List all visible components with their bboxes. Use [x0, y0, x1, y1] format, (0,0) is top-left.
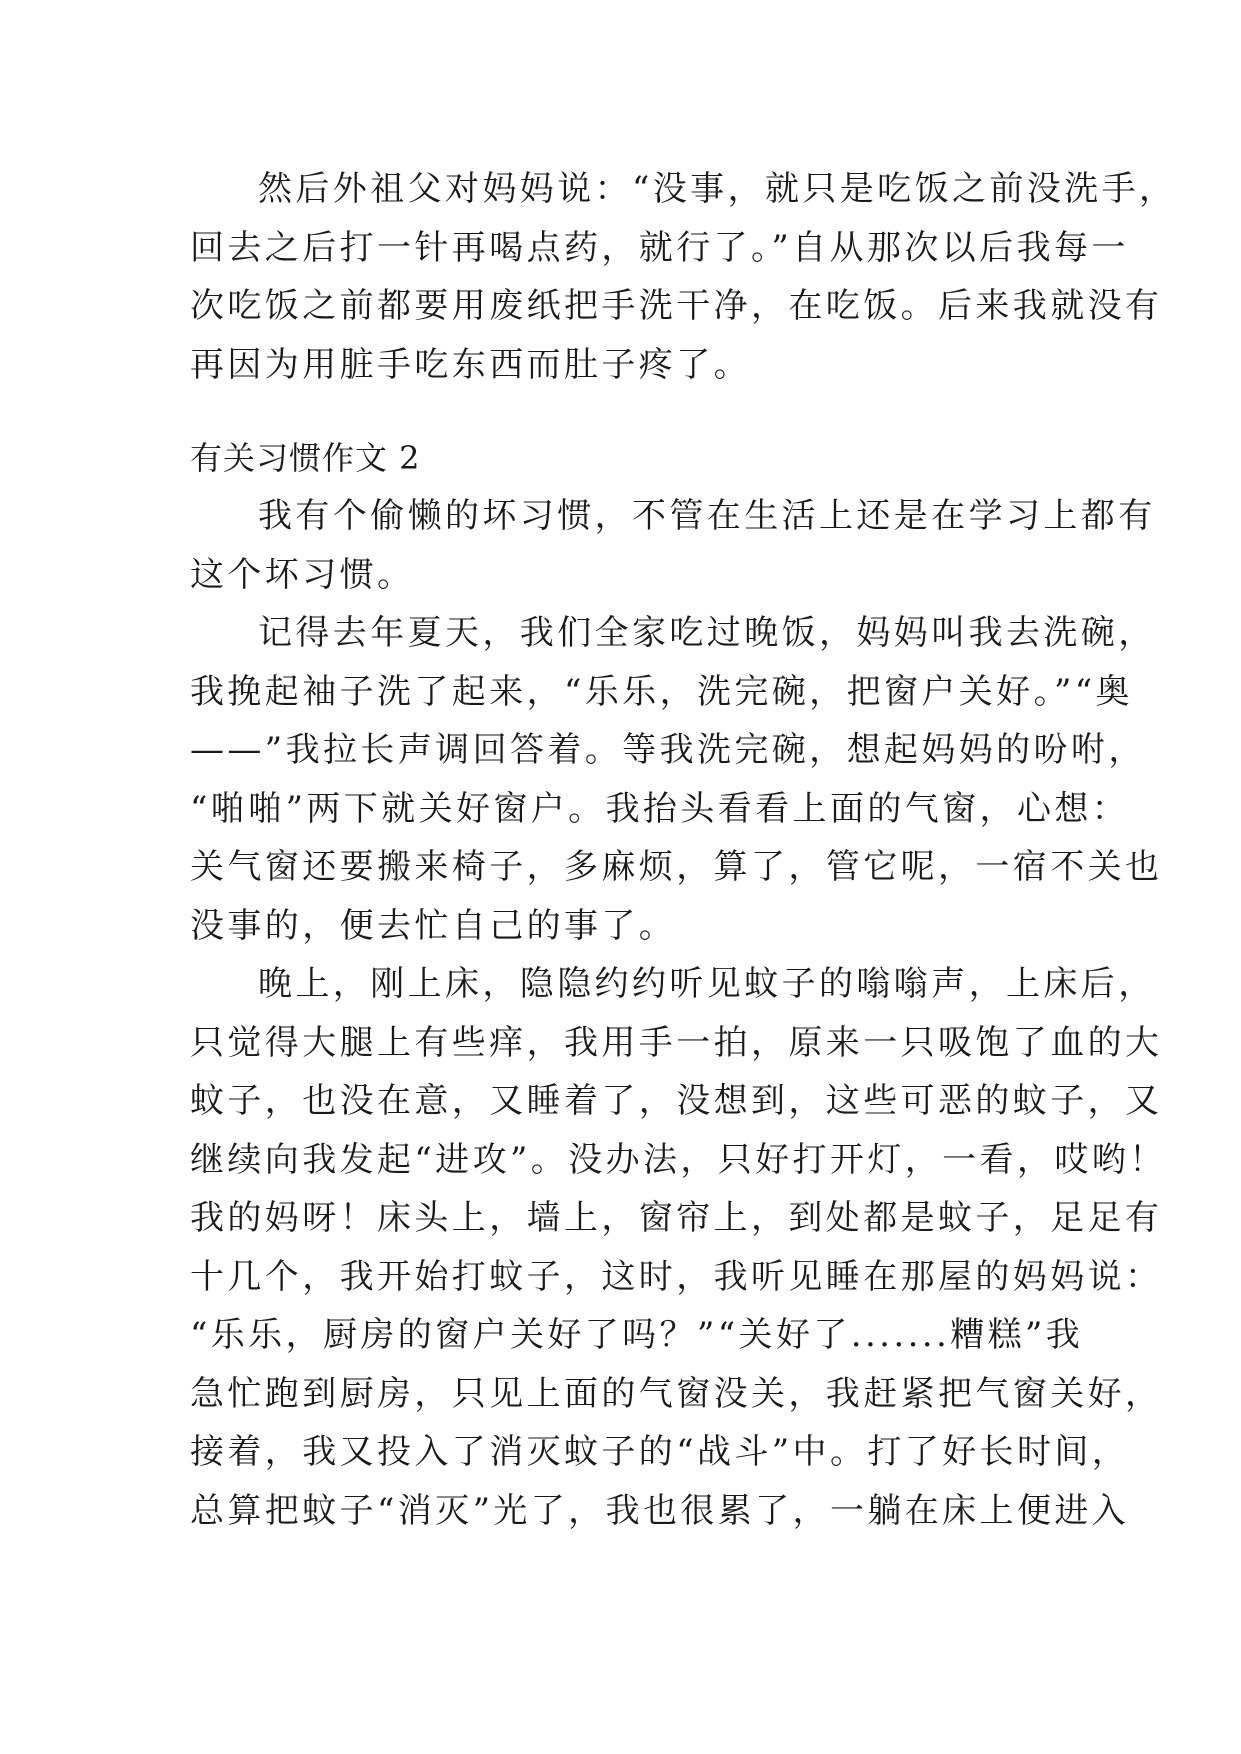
text-line: 总算把蚊子“消灭”光了，我也很累了，一躺在床上便进入	[190, 1490, 1130, 1531]
text-line: 我有个偷懒的坏习惯，不管在生活上还是在学习上都有	[258, 496, 1156, 536]
text-line: 然后外祖父对妈妈说：“没事，就只是吃饭之前没洗手，	[258, 169, 1177, 209]
text-line: 晚上，刚上床，隐隐约约听见蚊子的嗡嗡声，上床后，	[258, 964, 1156, 1004]
paragraph	[190, 955, 1167, 1540]
text-line: 再因为用脏手吃东西而肚子疼了。	[190, 344, 751, 385]
text-line: 记得去年夏天，我们全家吃过晚饭，妈妈叫我去洗碗，	[258, 613, 1156, 653]
text-line: ——”我拉长声调回答着。等我洗完碗，想起妈妈的吩咐，	[190, 730, 1146, 770]
paragraph	[190, 604, 1163, 955]
text-line: 我的妈呀！床头上，墙上，窗帘上，到处都是蚊子，足足有	[190, 1198, 1163, 1238]
text-line: 继续向我发起“进攻”。没办法，只好打开灯，一看，哎哟！	[190, 1139, 1167, 1180]
text-line: “乐乐，厨房的窗户关好了吗？”“关好了.......糟糕”我	[190, 1315, 1084, 1355]
text-line: 次吃饭之前都要用废纸把手洗干净，在吃饭。后来我就没有	[190, 286, 1163, 326]
text-line: 十几个，我开始打蚊子，这时，我听见睡在那屋的妈妈说：	[190, 1256, 1163, 1297]
text-line: 关气窗还要搬来椅子，多麻烦，算了，管它呢，一宿不关也	[190, 847, 1163, 887]
paragraph	[190, 160, 1177, 394]
text-line: “啪啪”两下就关好窗户。我抬头看看上面的气窗，心想：	[190, 788, 1130, 829]
text-line: 这个坏习惯。	[190, 554, 415, 595]
document-body	[190, 160, 1177, 1540]
text-line: 只觉得大腿上有些痒，我用手一拍，原来一只吸饱了血的大	[190, 1022, 1163, 1063]
text-line: 回去之后打一针再喝点药，就行了。”自从那次以后我每一	[190, 227, 1129, 268]
paragraph	[190, 487, 1156, 604]
text-line: 没事的，便去忙自己的事了。	[190, 905, 677, 946]
section-heading: 有关习惯作文 2	[190, 439, 421, 477]
text-line: 急忙跑到厨房，只见上面的气窗没关，我赶紧把气窗关好，	[190, 1373, 1163, 1414]
text-line: 我挽起袖子洗了起来，“乐乐，洗完碗，把窗户关好。”“奥	[190, 671, 1133, 712]
text-line: 接着，我又投入了消灭蚊子的“战斗”中。打了好长时间，	[190, 1432, 1130, 1472]
text-line: 蚊子，也没在意，又睡着了，没想到，这些可恶的蚊子，又	[190, 1081, 1163, 1121]
